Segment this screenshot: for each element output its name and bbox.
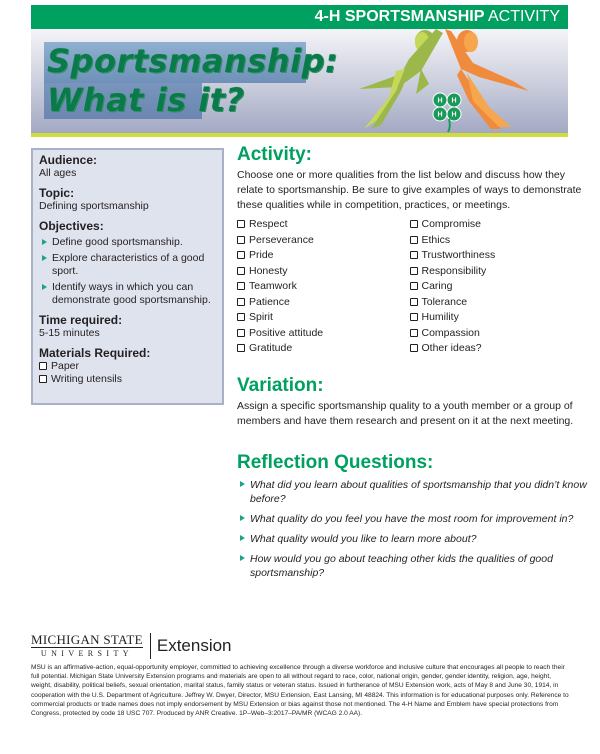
checkbox-icon[interactable] xyxy=(237,282,245,290)
checkbox-icon[interactable] xyxy=(410,220,418,228)
quality-label: Patience xyxy=(249,295,290,308)
msu-wordmark-top: MICHIGAN STATE xyxy=(31,632,143,647)
quality-item[interactable] xyxy=(237,326,410,342)
variation-heading: Variation: xyxy=(237,375,324,396)
checkbox-icon[interactable] xyxy=(39,375,47,383)
variation-section xyxy=(237,375,587,429)
quality-item[interactable] xyxy=(237,217,410,233)
reflection-section xyxy=(237,452,587,586)
quality-item[interactable] xyxy=(410,279,583,295)
bullet-arrow-icon xyxy=(240,535,245,541)
logo-divider xyxy=(150,633,151,659)
quality-item[interactable] xyxy=(237,248,410,264)
material-text: Writing utensils xyxy=(51,373,122,385)
quality-item[interactable] xyxy=(410,264,583,280)
material-item[interactable] xyxy=(39,373,216,386)
quality-item[interactable] xyxy=(410,217,583,233)
checkbox-icon[interactable] xyxy=(410,267,418,275)
reflection-question xyxy=(237,512,587,526)
reflection-question xyxy=(237,552,587,580)
time-value: 5-15 minutes xyxy=(39,327,100,339)
checkbox-icon[interactable] xyxy=(237,267,245,275)
quality-item[interactable] xyxy=(237,233,410,249)
checkbox-icon[interactable] xyxy=(237,251,245,259)
quality-item[interactable] xyxy=(237,341,410,357)
checkbox-icon[interactable] xyxy=(410,313,418,321)
variation-text: Assign a specific sportsmanship quality to a youth member or a group of members and have them research and present on it at the next meeting. xyxy=(237,400,574,427)
objectives-label: Objectives: xyxy=(39,219,104,233)
quality-item[interactable] xyxy=(237,295,410,311)
bullet-arrow-icon xyxy=(240,555,245,561)
reflection-question xyxy=(237,478,587,506)
objective-text: Define good sportsmanship. xyxy=(52,236,183,248)
activity-info-panel xyxy=(31,148,224,405)
checkbox-icon[interactable] xyxy=(237,344,245,352)
checkbox-icon[interactable] xyxy=(237,220,245,228)
quality-label: Teamwork xyxy=(249,280,297,292)
objective-text: Identify ways in which you can demonstrate good sportsmanship. xyxy=(52,281,211,306)
quality-label: Compromise xyxy=(421,218,482,230)
high-five-illustration xyxy=(301,29,568,133)
checkbox-icon[interactable] xyxy=(237,298,245,306)
extension-wordmark: Extension xyxy=(156,636,232,655)
quality-item[interactable] xyxy=(237,279,410,295)
quality-item[interactable] xyxy=(410,341,583,357)
quality-label: Pride xyxy=(249,249,274,261)
header-divider xyxy=(31,133,568,137)
question-text: What quality do you feel you have the most room for improvement in? xyxy=(250,513,574,525)
hero-banner xyxy=(31,29,568,133)
bullet-arrow-icon xyxy=(42,239,47,245)
quality-item[interactable] xyxy=(237,264,410,280)
quality-label: Respect xyxy=(249,218,288,230)
activity-heading: Activity: xyxy=(237,144,312,165)
reflection-heading: Reflection Questions: xyxy=(237,452,434,473)
qualities-checklist xyxy=(237,217,582,357)
checkbox-icon[interactable] xyxy=(410,329,418,337)
quality-label: Tolerance xyxy=(421,295,468,308)
objectives-list xyxy=(39,236,216,307)
quality-item[interactable] xyxy=(237,310,410,326)
4h-clover-icon xyxy=(433,93,462,133)
audience-label: Audience: xyxy=(39,153,98,167)
checkbox-icon[interactable] xyxy=(410,251,418,259)
series-banner xyxy=(31,5,568,29)
msu-wordmark xyxy=(31,633,143,659)
activity-section xyxy=(237,144,582,357)
qualities-column-right xyxy=(410,217,583,357)
materials-label: Materials Required: xyxy=(39,346,151,360)
quality-label: Trustworthiness xyxy=(421,249,496,261)
msu-wordmark-bottom: UNIVERSITY xyxy=(40,649,133,658)
objective-item xyxy=(39,236,216,249)
qualities-column-left xyxy=(237,217,410,357)
activity-text: Choose one or more qualities from the list below and discuss how they relate to sportsmanship. Be sure to give examples of ways to demonstrate these qualities while in competition, practices, or meetings. xyxy=(237,169,582,211)
checkbox-icon[interactable] xyxy=(237,236,245,244)
quality-label: Humility xyxy=(421,311,459,323)
quality-label: Other ideas? xyxy=(421,342,482,354)
checkbox-icon[interactable] xyxy=(39,362,47,370)
quality-item[interactable] xyxy=(410,295,583,311)
series-title-bold: 4-H SPORTSMANSHIP xyxy=(314,8,485,25)
quality-item[interactable] xyxy=(410,248,583,264)
reflection-questions-list xyxy=(237,478,587,580)
series-title-light: ACTIVITY xyxy=(487,8,560,25)
bullet-arrow-icon xyxy=(240,481,245,487)
quality-label: Compassion xyxy=(421,326,480,339)
quality-label: Ethics xyxy=(421,233,451,246)
quality-label: Gratitude xyxy=(249,342,293,354)
bullet-arrow-icon xyxy=(240,515,245,521)
quality-label: Responsibility xyxy=(421,264,487,277)
page-title-line-1: Sportsmanship: xyxy=(47,42,339,80)
checkbox-icon[interactable] xyxy=(237,329,245,337)
checkbox-icon[interactable] xyxy=(410,282,418,290)
bullet-arrow-icon xyxy=(42,284,47,290)
objective-item xyxy=(39,252,216,278)
legal-disclaimer: MSU is an affirmative-action, equal-opportunity employer, committed to achieving excellence through a diverse workforce and inclusive culture that encourages all people to reach their full potential. Michigan State University Extension programs and materials are open to all without regard to race, color, national origin, gender, gender identity, religion, age, height, weight, disability, political beliefs, sexual orientation, marital status, family status or veteran status. Issued in furtherance of MSU Extension work, acts of May 8 and June 30, 1914, in cooperation with the U.S. Department of Agriculture. Jeffrey W. Dwyer, Director, MSU Extension, East Lansing, MI 48824. This information is for educational purposes only. Reference to commercial products or trade names does not imply endorsement by MSU Extension or bias against those not mentioned. The 4-H Name and Emblem have special protections from Congress, protected by code 18 USC 707. Produced by ANR Creative. 1P–Web–3:2017–PA/MR (WCAG 2.0 AA). xyxy=(31,664,569,718)
quality-label: Perseverance xyxy=(249,233,314,246)
time-label: Time required: xyxy=(39,313,123,327)
quality-label: Caring xyxy=(421,280,453,292)
quality-item[interactable] xyxy=(410,310,583,326)
quality-item[interactable] xyxy=(410,233,583,249)
page-title-line-2: What is it? xyxy=(47,81,245,119)
objective-text: Explore characteristics of a good sport. xyxy=(52,252,205,277)
svg-text:H: H xyxy=(437,97,443,105)
msu-extension-logo xyxy=(31,633,232,659)
checkbox-icon[interactable] xyxy=(410,298,418,306)
green-figure-icon xyxy=(359,29,443,129)
quality-label: Honesty xyxy=(249,264,288,277)
checkbox-icon[interactable] xyxy=(410,236,418,244)
bullet-arrow-icon xyxy=(42,255,47,261)
audience-value: All ages xyxy=(39,167,77,179)
material-text: Paper xyxy=(51,360,80,372)
svg-text:H: H xyxy=(451,111,457,119)
svg-text:H: H xyxy=(437,111,443,119)
reflection-question xyxy=(237,532,587,546)
material-item[interactable] xyxy=(39,360,216,373)
topic-value: Defining sportsmanship xyxy=(39,200,149,212)
svg-text:H: H xyxy=(451,97,457,105)
question-text: How would you go about teaching other kids the qualities of good sportsmanship? xyxy=(250,553,553,579)
checkbox-icon[interactable] xyxy=(410,344,418,352)
quality-item[interactable] xyxy=(410,326,583,342)
question-text: What did you learn about qualities of sportsmanship that you didn’t know before? xyxy=(250,479,587,505)
quality-label: Positive attitude xyxy=(249,326,324,339)
checkbox-icon[interactable] xyxy=(237,313,245,321)
objective-item xyxy=(39,281,216,307)
question-text: What quality would you like to learn more about? xyxy=(250,533,477,545)
quality-label: Spirit xyxy=(249,311,273,323)
topic-label: Topic: xyxy=(39,186,75,200)
